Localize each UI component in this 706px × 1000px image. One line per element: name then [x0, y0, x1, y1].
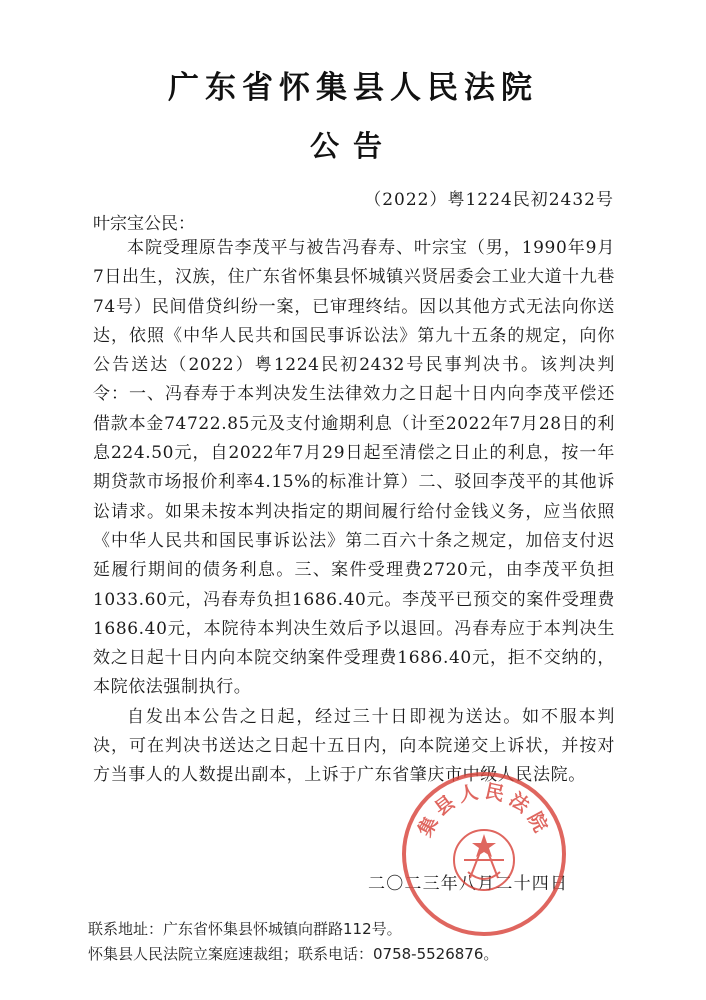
- notice-body: [93, 234, 615, 791]
- seal-text: 集县人民法院: [414, 780, 554, 841]
- court-name: 广东省怀集县人民法院: [168, 70, 538, 106]
- paragraph-appeal: 自发出本公告之日起，经过三十日即视为送达。如不服本判决，可在判决书送达之日起十五日内，向本院递交上诉状，并按对方当事人的人数提出副本，上诉于广东省肇庆市中级人民法院。: [93, 706, 615, 786]
- contact-address: 联系地址：广东省怀集县怀城镇向群路112号。: [88, 920, 402, 938]
- paragraph-judgment: 本院受理原告李茂平与被告冯春寿、叶宗宝（男，1990年9月7日出生，汉族，住广东省怀集县怀城镇兴贤居委会工业大道十九巷74号）民间借贷纠纷一案，已审理终结。因以其他方式无法向你送达，依照《中华人民共和国民事诉讼法》第九十五条的规定，向你公告送达（2022）粤1224民初2432号民事判决书。该判决判令：一、冯春寿于本判决发生法律效力之日起十日内向李茂平偿还借款本金74722.85元及支付逾期利息（计至2022年7月28日的利息224.50元，自2022年7月29日起至清偿之日止的利息，按一年期贷款市场报价利率4.15%的标准计算）二、驳回李茂平的其他诉讼请求。如果未按本判决指定的期间履行给付金钱义务，应当依照《中华人民共和国民事诉讼法》第二百六十条之规定，加倍支付迟延履行期间的债务利息。三、案件受理费2720元，由李茂平负担1033.60元，冯春寿负担1686.40元。李茂平已预交的案件受理费1686.40元，本院待本判决生效后予以退回。冯春寿应于本判决生效之日起十日内向本院交纳案件受理费1686.40元，拒不交纳的，本院依法强制执行。: [93, 238, 615, 698]
- seal-star: [472, 834, 496, 857]
- recipient: 叶宗宝公民：: [93, 214, 195, 234]
- contact-phone: 怀集县人民法院立案庭速裁组；联系电话：0758-5526876。: [88, 945, 499, 963]
- seal-outer-ring: [404, 774, 564, 934]
- court-seal-icon: [398, 768, 570, 940]
- document-title: 公告: [309, 129, 396, 163]
- issue-date: 二〇二三年八月二十四日: [368, 874, 569, 894]
- case-number: （2022）粤1224民初2432号: [364, 190, 614, 210]
